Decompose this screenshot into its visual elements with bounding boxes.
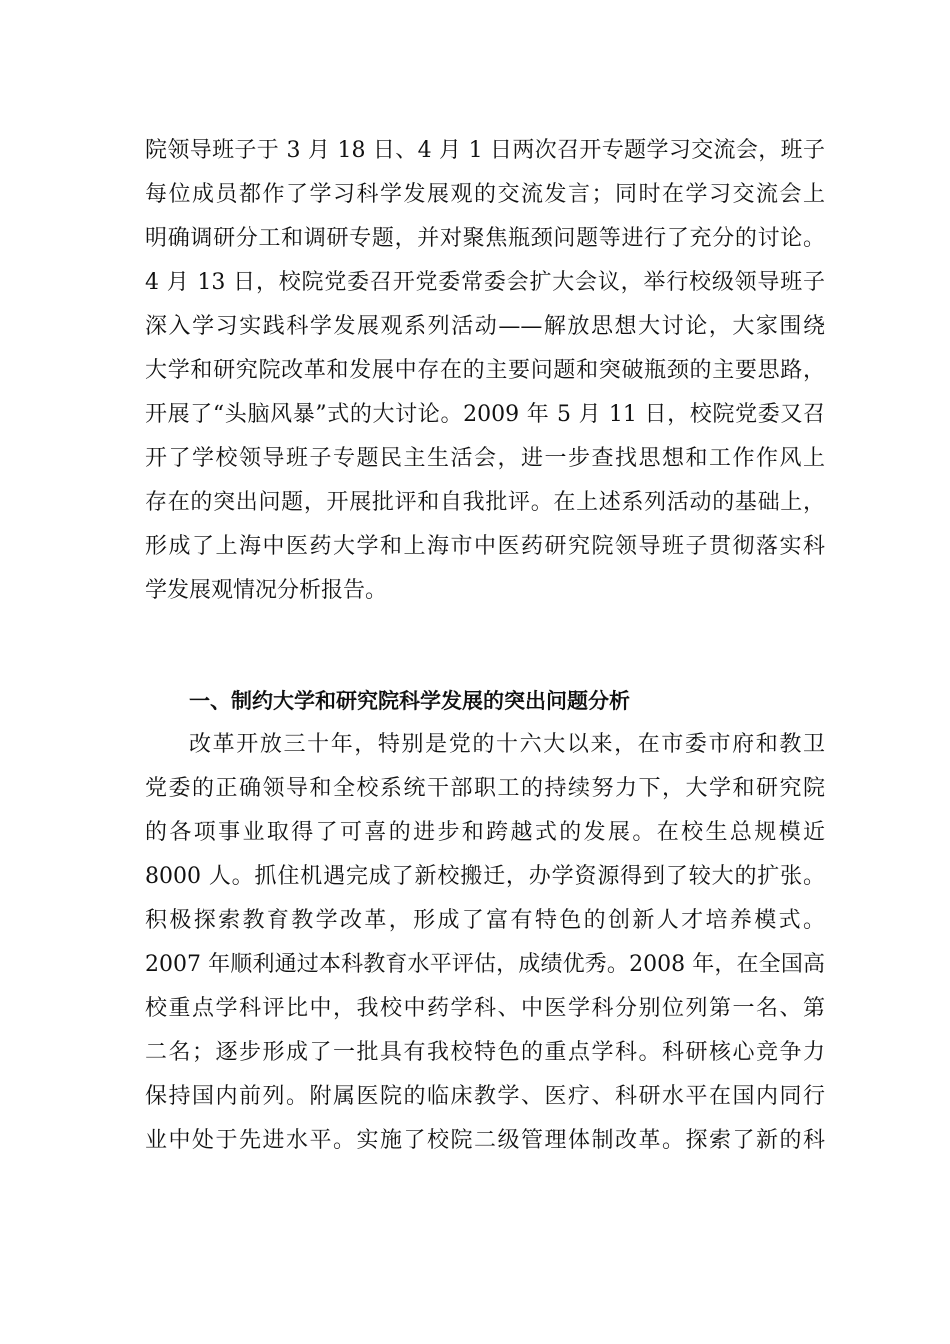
paragraph-line: 4 月 13 日，校院党委召开党委常委会扩大会议，举行校级领导班子 (145, 270, 825, 295)
paragraph-line: 8000 人。抓住机遇完成了新校搬迁，办学资源得到了较大的扩张。 (145, 864, 825, 889)
paragraph-line: 保持国内前列。附属医院的临床教学、医疗、科研水平在国内同行 (145, 1084, 825, 1109)
paragraph-line: 形成了上海中医药大学和上海市中医药研究院领导班子贯彻落实科 (145, 534, 825, 559)
paragraph-line: 积极探索教育教学改革，形成了富有特色的创新人才培养模式。 (145, 908, 825, 933)
section-heading: 一、制约大学和研究院科学发展的突出问题分析 (189, 689, 630, 713)
paragraph-2 (145, 723, 825, 1163)
paragraph-line: 大学和研究院改革和发展中存在的主要问题和突破瓶颈的主要思路， (145, 358, 825, 383)
paragraph-line: 开了学校领导班子专题民主生活会，进一步查找思想和工作作风上 (145, 446, 825, 471)
paragraph-line: 校重点学科评比中，我校中药学科、中医学科分别位列第一名、第 (145, 996, 825, 1021)
paragraph-line: 存在的突出问题，开展批评和自我批评。在上述系列活动的基础上， (145, 490, 825, 515)
paragraph-line: 的各项事业取得了可喜的进步和跨越式的发展。在校生总规模近 (145, 820, 825, 845)
paragraph-line: 二名；逐步形成了一批具有我校特色的重点学科。科研核心竞争力 (145, 1040, 825, 1065)
paragraph-line: 学发展观情况分析报告。 (145, 578, 388, 603)
paragraph-line: 2007 年顺利通过本科教育水平评估，成绩优秀。2008 年，在全国高 (145, 952, 825, 977)
paragraph-line: 改革开放三十年，特别是党的十六大以来，在市委市府和教卫 (189, 732, 825, 757)
paragraph-1 (145, 129, 825, 613)
paragraph-line: 党委的正确领导和全校系统干部职工的持续努力下，大学和研究院 (145, 776, 825, 801)
paragraph-line: 明确调研分工和调研专题，并对聚焦瓶颈问题等进行了充分的讨论。 (145, 226, 825, 251)
paragraph-line: 每位成员都作了学习科学发展观的交流发言；同时在学习交流会上 (145, 182, 825, 207)
paragraph-line: 深入学习实践科学发展观系列活动——解放思想大讨论，大家围绕 (145, 314, 825, 339)
paragraph-line: 业中处于先进水平。实施了校院二级管理体制改革。探索了新的科 (145, 1128, 825, 1153)
paragraph-line: 开展了“头脑风暴”式的大讨论。2009 年 5 月 11 日，校院党委又召 (145, 402, 825, 427)
section-heading-block (145, 679, 825, 723)
paragraph-line: 院领导班子于 3 月 18 日、4 月 1 日两次召开专题学习交流会，班子 (145, 138, 825, 163)
